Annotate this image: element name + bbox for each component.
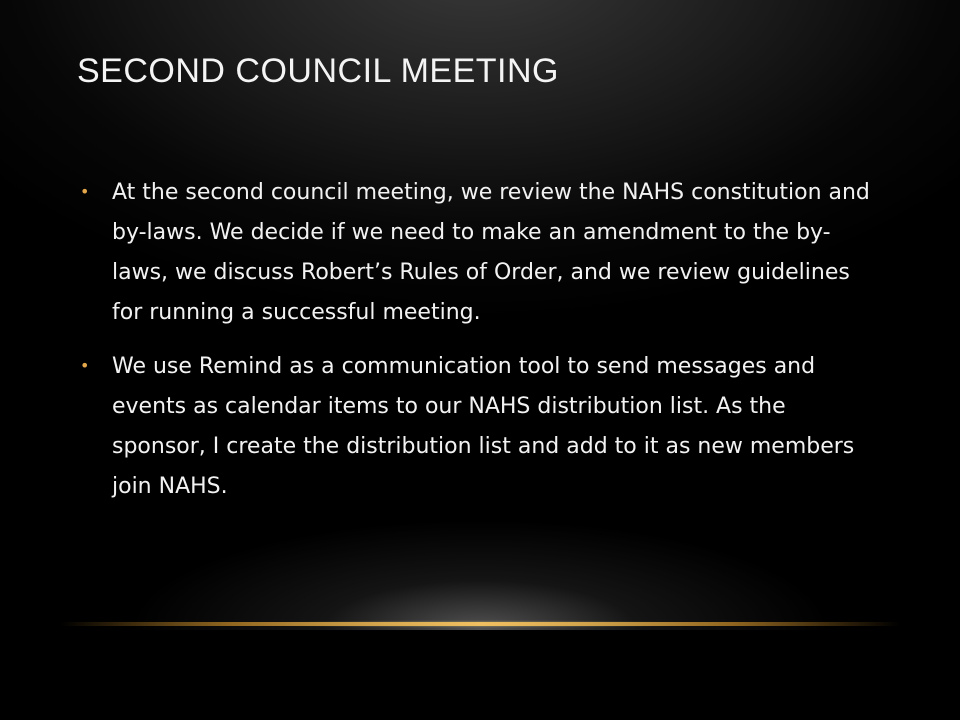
bullet-list xyxy=(80,173,880,521)
bullet-text: We use Remind as a communication tool to send messages and events as calendar items to our NAHS distribution list. As the sponsor, I create the distribution list and add to it as new members join NAHS. xyxy=(112,354,855,499)
bullet-text: At the second council meeting, we review the NAHS constitution and by-laws. We decide if we need to make an amendment to the by-laws, we discuss Robert’s Rules of Order, and we review guidelines for running a successful meeting. xyxy=(112,180,870,325)
floor-glow xyxy=(130,520,830,630)
slide-title: SECOND COUNCIL MEETING xyxy=(77,52,560,90)
bullet-item xyxy=(80,347,880,507)
gold-divider-line xyxy=(60,622,900,626)
bullet-marker: • xyxy=(80,182,90,201)
bullet-item xyxy=(80,173,880,333)
bullet-marker: • xyxy=(80,356,90,375)
